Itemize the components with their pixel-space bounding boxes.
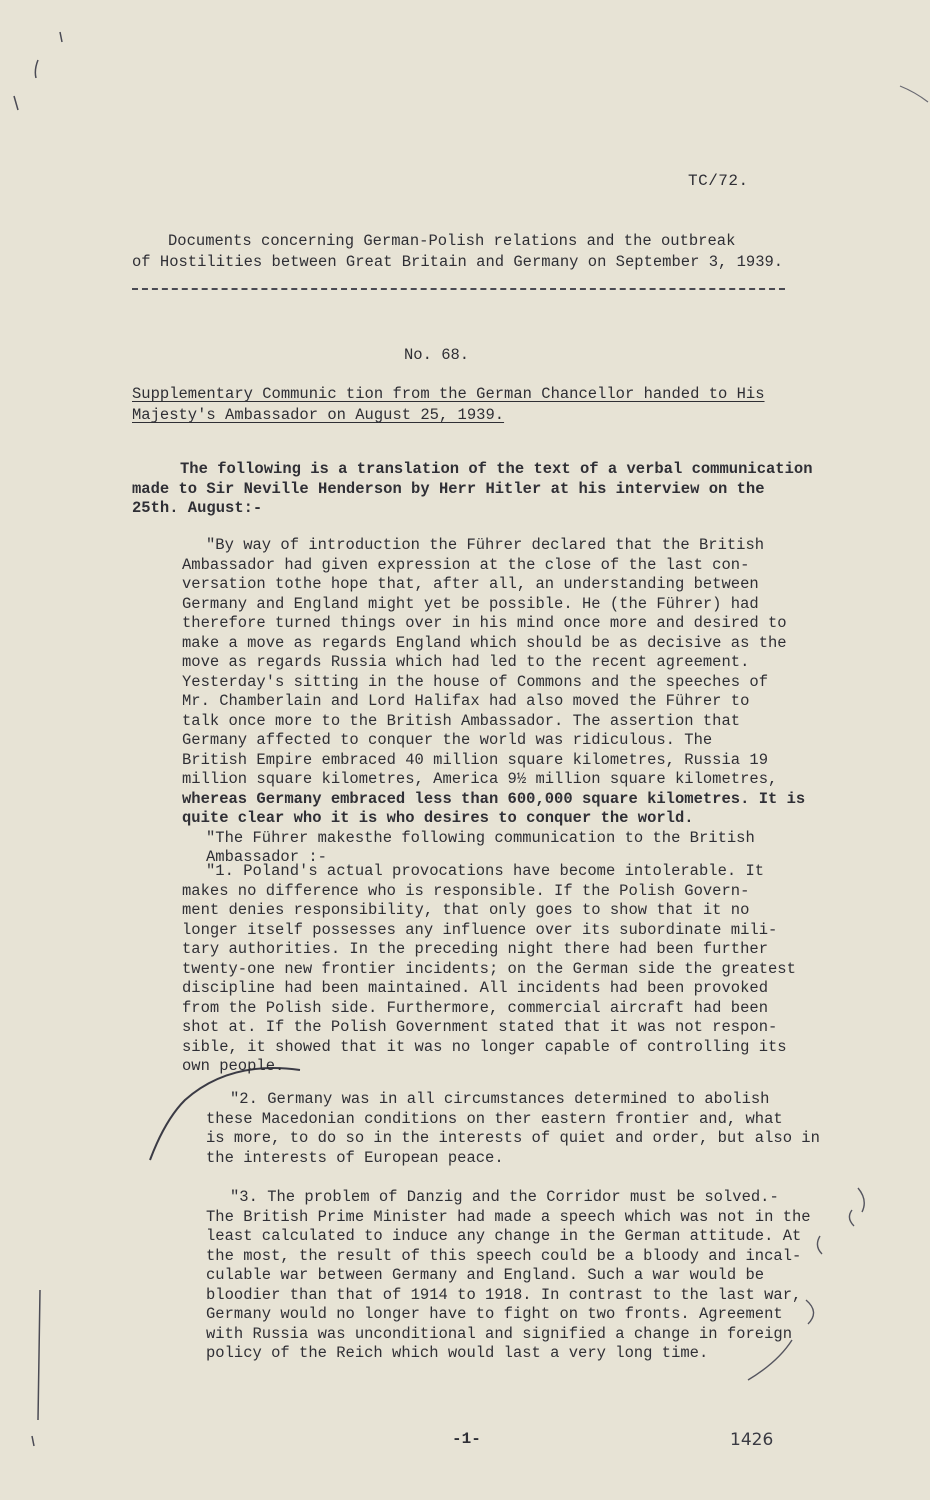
text-line: million square kilometres, America 9½ million square kilometres, xyxy=(182,770,778,788)
text-line: policy of the Reich which would last a very long time. xyxy=(206,1344,709,1362)
collection-title xyxy=(132,231,832,273)
document-heading xyxy=(132,384,822,426)
text-line: whereas Germany embraced less than 600,000 square kilometres. It is xyxy=(182,789,806,808)
title-line-1: Documents concerning German-Polish relations and the outbreak xyxy=(168,232,736,250)
document-number: No. 68. xyxy=(404,346,470,364)
text-line: talk once more to the British Ambassador. The assertion that xyxy=(182,711,741,730)
title-line-2: of Hostilities between Great Britain and Germany on September 3, 1939. xyxy=(132,253,784,271)
text-line: move as regards Russia which had led to the recent agreement. xyxy=(182,653,750,671)
text-line: from the Polish side. Furthermore, commercial aircraft had been xyxy=(182,998,768,1017)
text-line: "3. The problem of Danzig and the Corridor must be solved.- xyxy=(230,1188,779,1206)
text-line: ment denies responsibility, that only goes to show that it no xyxy=(182,901,750,919)
text-line: Yesterday's sitting in the house of Commons and the speeches of xyxy=(182,672,768,691)
text-line: shot at. If the Polish Government stated that it was not respon- xyxy=(182,1018,778,1036)
text-line: Mr. Chamberlain and Lord Halifax had also moved the Führer to xyxy=(182,692,750,710)
text-line: therefore turned things over in his mind once more and desired to xyxy=(182,614,787,632)
text-line: tary authorities. In the preceding night there had been further xyxy=(182,940,768,958)
text-line: Germany would no longer have to fight on two fronts. Agreement xyxy=(206,1305,783,1323)
text-line: Ambassador had given expression at the close of the last con- xyxy=(182,555,750,574)
text-line: British Empire embraced 40 million square kilometres, Russia 19 xyxy=(182,750,768,769)
text-line: "2. Germany was in all circumstances determined to abolish xyxy=(230,1090,770,1108)
intro-line: 25th. August:- xyxy=(132,499,263,517)
document-reference: TC/72. xyxy=(688,172,749,190)
intro-line: made to Sir Neville Henderson by Herr Hitler at his interview on the xyxy=(132,479,765,498)
paragraph-introduction xyxy=(182,536,822,868)
text-line: Germany and England might yet be possible. He (the Führer) had xyxy=(182,594,759,613)
text-line: "1. Poland's actual provocations have become intolerable. It xyxy=(206,862,765,880)
text-line: culable war between Germany and England. Such a war would be xyxy=(206,1266,765,1284)
text-line: these Macedonian conditions on ther eastern frontier and, what xyxy=(206,1109,783,1128)
text-line: bloodier than that of 1914 to 1918. In contrast to the last war, xyxy=(206,1285,802,1304)
folio-number: 1426 xyxy=(730,1430,774,1450)
left-margin-mark xyxy=(14,32,62,1446)
text-line: make a move as regards England which should be as decisive as the xyxy=(182,633,787,652)
text-line: own people. xyxy=(182,1057,285,1075)
intro-paragraph xyxy=(132,460,844,519)
text-line: "The Führer makesthe following communication to the British xyxy=(206,828,755,847)
text-line: Ambassador :- xyxy=(206,848,327,866)
corner-mark xyxy=(900,86,928,102)
dashed-divider xyxy=(132,288,785,290)
text-line: versation tothe hope that, after all, an understanding between xyxy=(182,575,759,593)
text-line: sible, it showed that it was no longer capable of controlling its xyxy=(182,1037,787,1056)
text-line: is more, to do so in the interests of quiet and order, but also in xyxy=(206,1129,820,1147)
intro-line: The following is a translation of the text of a verbal communication xyxy=(180,460,813,478)
heading-line-1: Supplementary Communic tion from the German Chancellor handed to His xyxy=(132,385,765,403)
text-line: makes no difference who is responsible. If the Polish Govern- xyxy=(182,881,750,900)
text-line: longer itself possesses any influence over its subordinate mili- xyxy=(182,920,778,939)
text-line: Germany affected to conquer the world was ridiculous. The xyxy=(182,731,713,749)
text-line: discipline had been maintained. All incidents had been provoked xyxy=(182,979,768,997)
text-line: with Russia was unconditional and signified a change in foreign xyxy=(206,1324,792,1343)
heading-line-2: Majesty's Ambassador on August 25, 1939. xyxy=(132,406,505,424)
paragraph-3 xyxy=(182,1188,822,1364)
text-line: The British Prime Minister had made a speech which was not in the xyxy=(206,1207,811,1226)
page-number: -1- xyxy=(452,1430,481,1448)
text-line: least calculated to induce any change in the German attitude. At xyxy=(206,1227,802,1245)
text-line: the most, the result of this speech could be a bloody and incal- xyxy=(206,1246,802,1265)
text-line: the interests of European peace. xyxy=(206,1148,504,1167)
text-line: twenty-one new frontier incidents; on the German side the greatest xyxy=(182,959,796,978)
text-line: "By way of introduction the Führer declared that the British xyxy=(206,536,765,554)
paragraph-2 xyxy=(182,1090,822,1168)
text-line: quite clear who it is who desires to conquer the world. xyxy=(182,809,694,827)
paragraph-1 xyxy=(182,862,822,1077)
